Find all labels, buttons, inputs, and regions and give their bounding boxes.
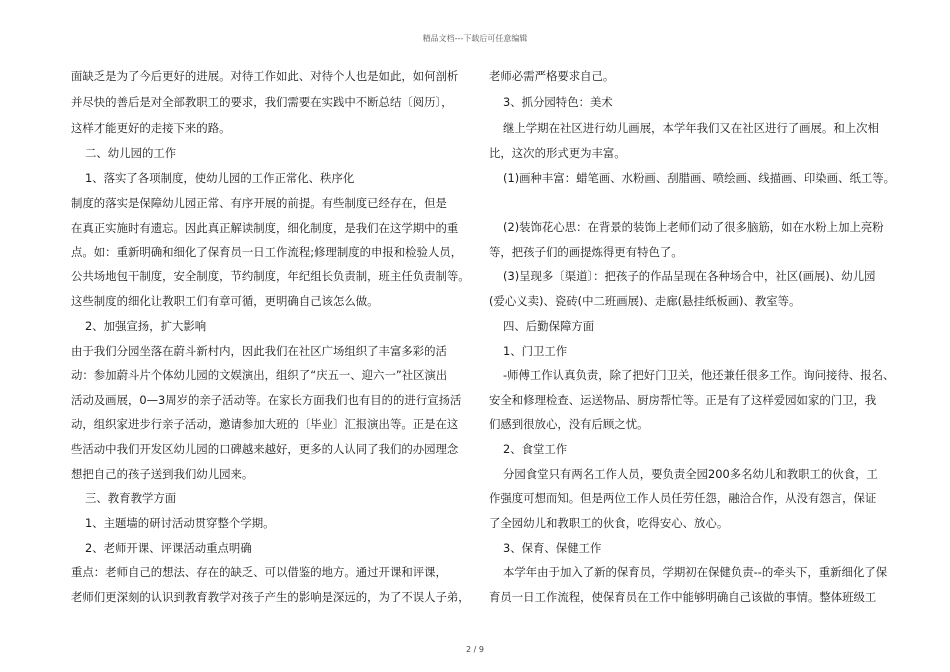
- subsection-heading: 1、落实了各项制度，使幼儿园的工作正常化、秩序化: [85, 171, 355, 185]
- list-item: (2)装饰花心思：在背景的装饰上老师们动了很多脑筋，如在水粉上加上亮粉: [503, 220, 884, 234]
- subsection-heading: 2、老师开课、评课活动重点明确: [85, 541, 252, 555]
- section-heading: 二、幼儿园的工作: [85, 146, 177, 160]
- text-line: 并尽快的善后是对全部教职工的要求，我们需要在实践中不断总结〔阅历〕，: [71, 95, 453, 109]
- subsection-heading: 3、保育、保健工作: [503, 541, 602, 555]
- text-line: 点。如：重新明确和细化了保育员一日工作流程;修理制度的申报和检验人员，: [71, 245, 463, 259]
- text-line: 想把自己的孩子送到我们幼儿园来。: [71, 467, 254, 481]
- text-line: 了全园幼儿和教职工的伙食，吃得安心、放心。: [489, 516, 729, 530]
- text-line: 等，把孩子们的画提炼得更有特色了。: [489, 245, 683, 259]
- text-line: 这样才能更好的走接下来的路。: [71, 121, 231, 135]
- page-header: 精品文档---下载后可任意编辑: [422, 34, 528, 43]
- text-line: 动，组织家进步行亲子活动，邀请参加大班的〔毕业〕汇报演出等。正是在这: [71, 417, 459, 431]
- text-line: 分园食堂只有两名工作人员，要负责全园200多名幼儿和教职工的伙食，工: [503, 467, 878, 481]
- text-line: 公共场地包干制度，安全制度，节约制度，年纪组长负责制，班主任负责制等。: [71, 269, 470, 283]
- text-line: 制度的落实是保障幼儿园正常、有序开展的前提。有些制度已经存在，但是: [71, 196, 447, 210]
- text-line: 面缺乏是为了今后更好的进展。对待工作如此、对待个人也是如此，如何剖析: [71, 69, 459, 83]
- text-line: 这些制度的细化让教职工们有章可循，更明确自己该怎么做。: [71, 294, 379, 308]
- text-line: 活动及画展，0—3周岁的亲子活动等。在家长方面我们也有目的的进行宣扬活: [71, 393, 462, 407]
- subsection-heading: 2、食堂工作: [503, 442, 568, 456]
- text-line: 比，这次的形式更为丰富。: [489, 146, 626, 160]
- text-line: 本学年由于加入了新的保育员，学期初在保健负责--的牵头下，重新细化了保: [503, 565, 888, 579]
- text-line: 由于我们分园坐落在蔚斗新村内，因此我们在社区广场组织了丰富多彩的活: [71, 344, 447, 358]
- section-heading: 四、后勤保障方面: [503, 319, 595, 333]
- text-line: 些活动中我们开发区幼儿园的口碑越来越好，更多的人认同了我们的办园理念: [71, 442, 459, 456]
- section-heading: 三、教育教学方面: [85, 491, 177, 505]
- subsection-heading: 2、加强宣扬，扩大影响: [85, 319, 207, 333]
- text-line: 老师们更深刻的认识到教育教学对孩子产生的影响是深远的，为了不误人子弟，: [71, 590, 470, 604]
- text-line: 动：参加蔚斗片个体幼儿园的文娱演出，组织了“庆五一、迎六一”社区演出: [71, 368, 448, 382]
- subsection-heading: 1、门卫工作: [503, 344, 568, 358]
- text-line: 老师必需严格要求自己。: [489, 69, 615, 83]
- text-line: (爱心义卖)、瓷砖(中二班画展)、走廊(悬挂纸板画)、教室等。: [489, 294, 801, 308]
- list-item: (1)画种丰富：蜡笔画、水粉画、刮腊画、喷绘画、线描画、印染画、纸工等。: [503, 171, 896, 185]
- subsection-heading: 1、主题墙的研讨活动贯穿整个学期。: [85, 516, 275, 530]
- list-item: (3)呈现多〔渠道〕：把孩子的作品呈现在各种场合中，社区(画展)、幼儿园: [503, 269, 876, 283]
- text-line: 育员一日工作流程，使保育员在工作中能够明确自己该做的事情。整体班级工: [489, 590, 877, 604]
- text-line: 们感到很放心，没有后顾之忧。: [489, 417, 649, 431]
- text-line: 重点：老师自己的想法、存在的缺乏、可以借鉴的地方。通过开课和评课，: [71, 565, 447, 579]
- text-line: 安全和修理检查、运送物品、厨房帮忙等。正是有了这样爱园如家的门卫，我: [489, 393, 877, 407]
- text-line: 继上学期在社区进行幼儿画展，本学年我们又在社区进行了画展。和上次相: [503, 121, 879, 135]
- text-line: 在真正实施时有遗忘。因此真正解读制度，细化制度，是我们在这学期中的重: [71, 221, 459, 235]
- page-number: 2 / 9: [466, 645, 484, 654]
- subsection-heading: 3、抓分园特色：美术: [503, 95, 613, 109]
- text-line: 作强度可想而知。但是两位工作人员任劳任怨，融洽合作，从没有怨言，保证: [489, 491, 877, 505]
- text-line: -师傅工作认真负责，除了把好门卫关，他还兼任很多工作。询问接待、报名、: [503, 368, 895, 382]
